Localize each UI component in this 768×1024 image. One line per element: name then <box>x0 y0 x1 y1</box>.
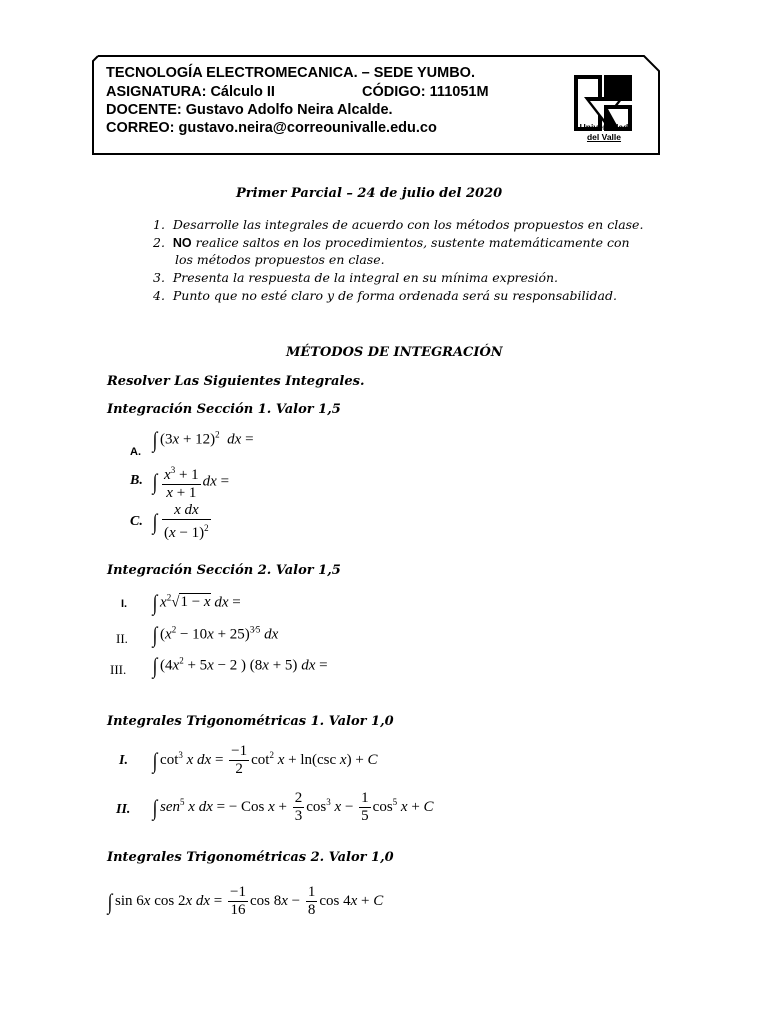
instruction-2-continued: los métodos propuestos en clase. <box>175 252 385 267</box>
integral-s2-i: ∫ $x^2√1 - x$ dx = <box>152 590 241 615</box>
header-subject <box>106 84 489 100</box>
header-email: CORREO: gustavo.neira@correounivalle.edu.co <box>106 120 437 136</box>
logo-caption-line1: Universidad <box>579 122 629 132</box>
item-label: A. <box>130 446 141 458</box>
instruction-1 <box>153 217 643 232</box>
item-label: I. <box>119 753 128 768</box>
integral-t2: ∫ sin 6x cos 2x dx = $\frac{-1}{16}$ cos 8x − $\frac{1}{8}$ cos 4x + C <box>107 884 384 918</box>
section2-title: Integración Sección 2. Valor 1,5 <box>107 563 341 578</box>
item-label: III. <box>110 662 127 677</box>
instruction-number: 1. <box>153 217 165 232</box>
instruction-number: 3. <box>153 270 165 285</box>
instruction-number: 2. <box>153 235 165 250</box>
logo-caption-line2: del Valle <box>586 132 622 142</box>
header-program: TECNOLOGÍA ELECTROMECANICA. – SEDE YUMBO. <box>106 65 475 81</box>
item-label: I. <box>121 598 128 610</box>
logo-caption <box>566 122 642 142</box>
integral-c: ∫ $\frac{\text{x dx}}{(x - 1)^2}$ <box>152 502 209 541</box>
integral-b: ∫ $\frac{x^3 + 1}{x + 1}$ dx = <box>152 462 229 502</box>
instruction-text: Punto que no esté claro y de forma ordenada será su responsabilidad. <box>172 288 617 303</box>
integral-t1-ii: ∫ sen$^5$ x dx = − Cos x + $\frac{2}{3}$ $\cos^3 x$ − $\frac{1}{5}$ $\cos^5 x + C$ <box>152 790 434 824</box>
instruction-2 <box>153 235 630 250</box>
integral-s2-ii: ∫ $(x^2 - 10x + 25)^{3⁄5}$ dx <box>152 622 279 647</box>
methods-heading: MÉTODOS DE INTEGRACIÓN <box>286 345 503 360</box>
header-subject-name: ASIGNATURA: Cálculo II <box>106 84 275 100</box>
item-label: II. <box>116 631 128 646</box>
integral-t1-i: ∫ $\cot^3 x$ dx = $\frac{-1}{2}$ $\cot^2 x + \ln(\csc$ x) + C <box>152 743 378 777</box>
integral-s2-iii: ∫ ($4x^2 + 5x - 2$ ) (8x + 5) dx = <box>152 653 328 678</box>
header-teacher: DOCENTE: Gustavo Adolfo Neira Alcalde. <box>106 102 393 118</box>
instruction-text: realice saltos en los procedimientos, sustente matemáticamente con <box>191 235 630 250</box>
trig1-title: Integrales Trigonométricas 1. Valor 1,0 <box>107 714 394 729</box>
exam-title: Primer Parcial – 24 de julio del 2020 <box>236 186 503 201</box>
instruction-emphasis: NO <box>172 236 192 250</box>
instruction-text: Presenta la respuesta de la integral en su mínima expresión. <box>172 270 558 285</box>
resolve-label: Resolver Las Siguientes Integrales. <box>107 374 365 389</box>
header-code: CÓDIGO: 111051M <box>362 84 489 100</box>
trig2-title: Integrales Trigonométricas 2. Valor 1,0 <box>107 850 394 865</box>
item-label: B. <box>130 473 143 488</box>
instruction-4 <box>153 288 617 303</box>
section1-title: Integración Sección 1. Valor 1,5 <box>107 402 341 417</box>
item-label: C. <box>130 514 143 529</box>
instruction-number: 4. <box>153 288 165 303</box>
instruction-text: Desarrolle las integrales de acuerdo con los métodos propuestos en clase. <box>172 217 644 232</box>
integral-a: ∫ $(3x + 12)^2$ dx = <box>152 427 254 452</box>
item-label: II. <box>116 802 131 817</box>
instruction-3 <box>153 270 558 285</box>
